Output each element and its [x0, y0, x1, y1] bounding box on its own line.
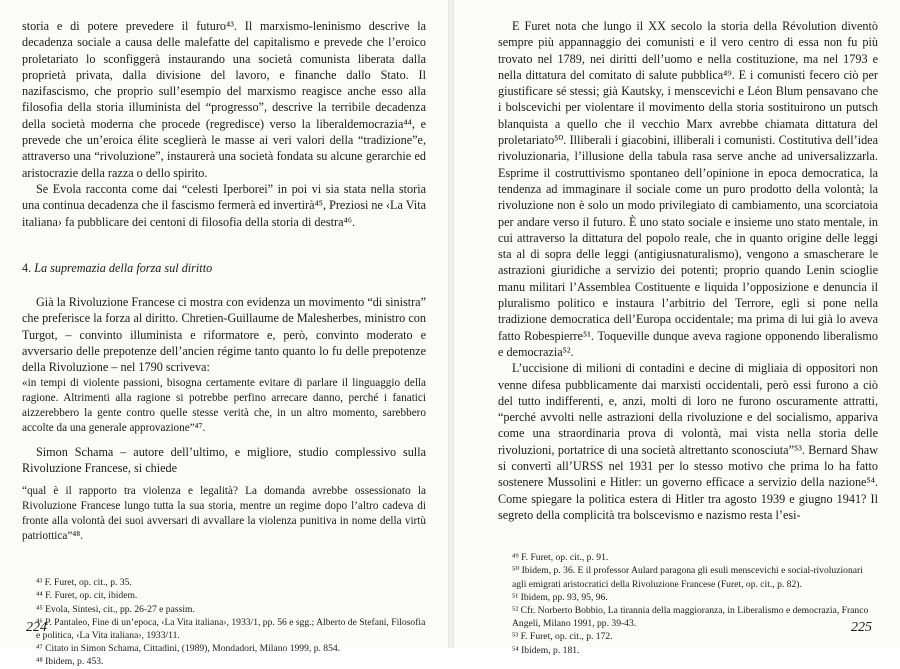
quote-malesherbes: «in tempi di violente passioni, bisogna certamente evitare di parlare il linguaggio della ragione. Altrimenti alla ragione si potrebbe perfino arrecare danno, perché i fanatici aizzerebbero la gente contro quelle stesse verità che, in un altro momento, sarebbero accolte da una generale approvazione”⁴⁷.: [22, 376, 426, 434]
footnote-43: ⁴³ F. Furet, op. cit., p. 35.: [36, 577, 132, 589]
left-page: [0, 0, 450, 668]
right-paragraph-2: L’uccisione di milioni di contadini e decine di migliaia di oppositori non venne difesa pubblicamente dai marxisti occidentali, però essi furono a ciò del tutto indifferenti, e, anzi, molti di loro ne furono oscuramente attratti, “perché avvolti nelle astrazioni della rivoluzione e del socialismo, appariva come una straordinaria prova di volontà, mai vista nella storia delle rivoluzioni, portatrice di una società altrettanto sconosciuta”⁵³. Bernard Shaw si convertì all’URSS nel 1931 per lo stesso motivo che prima lo ha fatto sostenere Mussolini e Hitler: un governo efficace a servizio della nazione⁵⁴. Come spiegare la politica estera di Hitler tra agosto 1939 e giugno 1941? Il segreto della complicità tra bolscevismo e nazismo resta l’esi-: [498, 361, 878, 522]
page-number-right: 225: [851, 620, 872, 635]
left-body-section: [22, 294, 426, 375]
left-paragraph-revolution: Già la Rivoluzione Francese ci mostra con evidenza un movimento “di sinistra” che preferisce la forza al diritto. Chretien-Guillaume de Malesherbes, ministro con Turgot, – convinto illuminista e riformatore e, però, convinto moderato e avversario delle prepotenze dell’ancien régime tanto quanto lo fu delle prepotenze della Rivoluzione – nel 1790 scriveva:: [22, 295, 426, 375]
quote-schama: “qual è il rapporto tra violenza e legalità? La domanda avrebbe ossessionato la Rivoluzione Francese lungo tutta la sua storia, mentre un regime dopo l’altro cadeva di fronte alla volontà dei suoi avversari di avvallare la violenza punitiva in nome della virtù patriottica”⁴⁸.: [22, 485, 426, 543]
right-paragraph-1: E Furet nota che lungo il XX secolo la storia della Révolution diventò sempre più appannaggio dei comunisti e il vero centro di essa non fu più trovato nel 1789, nei diritti dell’uomo e nella costituzione, ma nel 1793 e nella dittatura del comitato di salute pubblica⁴⁹. E i comunisti fecero ciò per giustificare sé stessi; già Kautsky, i menscevichi e Léon Blum pensavano che i bolscevichi per violentare il movimento della storia sostituirono un putsch blanquista a quello che il vecchio Marx avrebbe chiamata dittatura del proletariato⁵⁰. Illiberali i giacobini, illiberali i comunisti. Costitutiva dell’idea rivoluzionaria, l’illusione della tabula rasa serve anche ad universalizzarla. Esprime il costruttivismo spontaneo dell’opinione in epoca democratica, la tendenza ad immaginare il sociale come un puro prodotto della volontà; la rivoluzione non è solo un modo privilegiato di cambiamento, una scorciatoia per andare verso il futuro. È uno stato sociale e insieme uno stato mentale, in cui attraverso la dittatura del popolo reale, che in quanto origine delle leggi sta al di sopra delle leggi (antigiusnaturalismo), vengono a smascherare le astrazioni giuridiche a servizio dei potenti; proprio quando Lenin scioglie manu militari l’Assemblea Costituente e liquida l’opposizione e denuncia il pluralismo politico e instaura l’arbitrio del Terrore, egli si pone nella tradizione democratica dell’Europa occidentale; ma prima di lui già lo aveva fatto Robespierre⁵¹. Toqueville dunque aveva ragione opponendo liberalismo e democrazia⁵².: [498, 19, 878, 359]
footnote-46: ⁴⁶ P. Pantaleo, Fine di un’epoca, ‹La Vita italiana›, 1933/1, pp. 56 e sgg.; Alberto de Stefani, Filosofia e politica, ‹La Vita italiana›, 1933/11.: [36, 616, 426, 642]
left-paragraph-2: Se Evola racconta come dai “celesti Iperborei” in poi vi sia stata nella storia una continua decadenza che il fascismo fermerà ed invertirà⁴⁵, Preziosi ne ‹La Vita italiana› fa pubblicare dei centoni di filosofia della storia di destra⁴⁶.: [22, 181, 426, 229]
left-paragraph-1: storia e di potere prevedere il futuro⁴³. Il marxismo-leninismo descrive la decadenza sociale a causa delle malefatte del capitalismo e prevede che l’eroico proletariato lo sconfiggerà instaurando una società comunista liberata dalla proprietà privata, dalla divisione del lavoro, e finanche dallo Stato. Il nazifascismo, che proprio sull’esempio del marxismo reagisce anche esso alla filosofia della storia illuminista del “progresso”, descrive la terribile decadenza della società moderna che procede (regredisce) verso la liberaldemocrazia⁴⁴, e prevede che un’eroica élite sceglierà le masse ai veri valori della “tradizione”e, attraverso una “rivoluzione”, instaurerà una società fondata su alcune gerarchie ed aristocrazie della razza o dello spirito.: [22, 19, 426, 180]
footnote-50: ⁵⁰ Ibidem, p. 36. E il professor Aulard paragona gli esuli menscevichi e social-rivoluzionari agli emigrati aristocratici della Rivoluzione Francese (Furet, op. cit., p. 82).: [512, 565, 863, 590]
section-title: La supremazia della forza sul diritto: [34, 260, 213, 275]
left-body: [22, 18, 426, 230]
right-footnotes: [498, 551, 878, 657]
footnote-51: ⁵¹ Ibidem, pp. 93, 95, 96.: [512, 591, 608, 603]
section-number: 4.: [22, 260, 32, 275]
footnote-54: ⁵⁴ Ibidem, p. 181.: [512, 644, 580, 656]
footnote-52: ⁵² Cfr. Norberto Bobbio, La tirannia della maggioranza, in Liberalismo e democrazia, Franco Angeli, Milano 1991, pp. 39-43.: [512, 605, 869, 630]
left-paragraph-schama: Simon Schama – autore dell’ultimo, e migliore, studio complessivo sulla Rivoluzione Francese, si chiede: [22, 444, 426, 475]
footnote-49: ⁴⁹ F. Furet, op. cit., p. 91.: [512, 552, 609, 564]
right-page: [454, 0, 900, 656]
section-heading: [22, 260, 426, 276]
footnote-47: ⁴⁷ Citato in Simon Schama, Cittadini, (1989), Mondadori, Milano 1999, p. 854.: [36, 643, 341, 655]
page-number-left: 224: [26, 620, 47, 635]
footnote-53: ⁵³ F. Furet, op. cit., p. 172.: [512, 631, 613, 643]
left-body-schama: [22, 444, 426, 477]
footnote-44: ⁴⁴ F. Furet, op. cit, ibidem.: [36, 590, 138, 602]
right-body: [498, 18, 878, 523]
footnote-45: ⁴⁵ Evola, Sintesi, cit., pp. 26-27 e passim.: [36, 603, 195, 615]
footnote-48: ⁴⁸ Ibidem, p. 453.: [36, 656, 104, 668]
left-footnotes: [22, 576, 426, 668]
